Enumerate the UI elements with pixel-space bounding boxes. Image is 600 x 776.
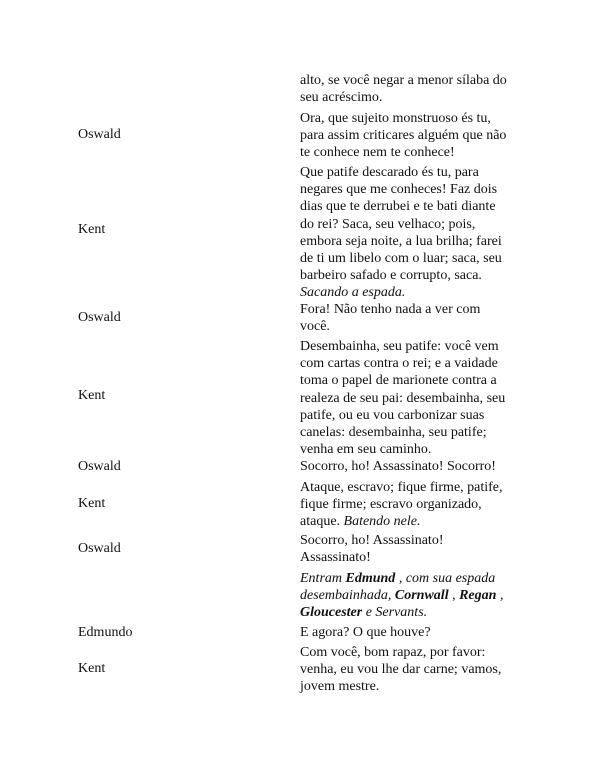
text-line: Com você, bom rapaz, por favor: (300, 645, 486, 660)
character-edmund: Edmund (345, 571, 396, 586)
speaker-name: Kent (78, 388, 106, 403)
dialogue-text (300, 72, 540, 106)
dialogue-text (300, 164, 540, 302)
text-line (300, 604, 540, 621)
text-line: Ora, que sujeito monstruoso és tu, (300, 111, 491, 126)
text-line: de ti um libelo com o luar; saca, seu (300, 251, 502, 267)
character-regan: Regan (459, 588, 497, 604)
speaker-name: Oswald (78, 459, 121, 474)
character-cornwall: Cornwall (394, 588, 449, 604)
text-line: Assassinato! (300, 550, 371, 566)
text-line: seu acréscimo. (300, 90, 383, 106)
text-line: realeza de seu pai: desembainha, seu (300, 390, 506, 406)
text-line: alto, se você negar a menor sílaba do (300, 73, 507, 88)
dialogue-text (300, 110, 540, 162)
text-line: canelas: desembainha, seu patife; (300, 425, 487, 441)
text-line: Socorro, ho! Assassinato! Socorro! (300, 459, 496, 474)
speaker-name: Kent (78, 222, 106, 237)
stage-direction: Sacando a espada. (300, 285, 406, 301)
text-line: Que patife descarado és tu, para (300, 165, 479, 180)
text-line-start: ataque. (300, 514, 341, 530)
text-line (300, 570, 540, 587)
dialogue-text (300, 458, 540, 475)
text-line: Socorro, ho! Assassinato! (300, 533, 444, 548)
speaker-name: Oswald (78, 541, 121, 556)
text-line: Fora! Não tenho nada a ver com (300, 302, 481, 317)
text-line: embora seja noite, a lua brilha; farei (300, 233, 502, 249)
text-line: dias que te derrubei e te bati diante (300, 199, 496, 215)
text-line: E agora? O que houve? (300, 625, 431, 640)
dialogue-text (300, 479, 540, 531)
speaker-name: Edmundo (78, 625, 133, 640)
text-line: barbeiro safado e corrupto, saca. (300, 268, 482, 284)
text-line: venha em seu caminho. (300, 442, 432, 458)
speaker-name: Oswald (78, 127, 121, 142)
text-line: jovem mestre. (300, 679, 380, 695)
text-line: venha, eu vou lhe dar carne; vamos, (300, 662, 502, 678)
entrance-separator: , (496, 588, 504, 604)
text-line: patife, ou eu vou carbonizar suas (300, 407, 485, 423)
entrance-separator: , (448, 588, 460, 604)
speaker-name: Kent (78, 496, 106, 511)
speaker-name: Oswald (78, 310, 121, 325)
text-line: Desembainha, seu patife: você vem (300, 339, 499, 354)
entrance-suffix: e Servants. (362, 605, 428, 621)
text-line: te conhece nem te conhece! (300, 145, 455, 161)
stage-direction: Batendo nele. (343, 514, 421, 530)
text-line (300, 587, 540, 604)
text-line: fique firme; escravo organizado, (300, 497, 482, 513)
text-line: com cartas contra o rei; e a vaidade (300, 356, 498, 372)
entrance-direction (300, 570, 540, 622)
dialogue-text (300, 624, 540, 641)
dialogue-text (300, 644, 540, 696)
text-line: do rei? Saca, seu velhaco; pois, (300, 216, 476, 232)
dialogue-text (300, 532, 540, 566)
text-line: você. (300, 319, 330, 335)
text-line: negares que me conheces! Faz dois (300, 182, 498, 198)
dialogue-text (300, 338, 540, 458)
text-line: para assim criticares alguém que não (300, 128, 507, 144)
text-line: Ataque, escravo; fique firme, patife, (300, 480, 503, 495)
dialogue-text (300, 301, 540, 335)
text-line: toma o papel de marionete contra a (300, 373, 497, 389)
text-line (300, 513, 540, 530)
character-gloucester: Gloucester (300, 605, 363, 621)
speaker-name: Kent (78, 661, 106, 676)
entrance-text: , com sua espada (395, 571, 496, 586)
entrance-prefix: Entram (300, 571, 346, 586)
entrance-text: desembainhada, (300, 588, 395, 604)
